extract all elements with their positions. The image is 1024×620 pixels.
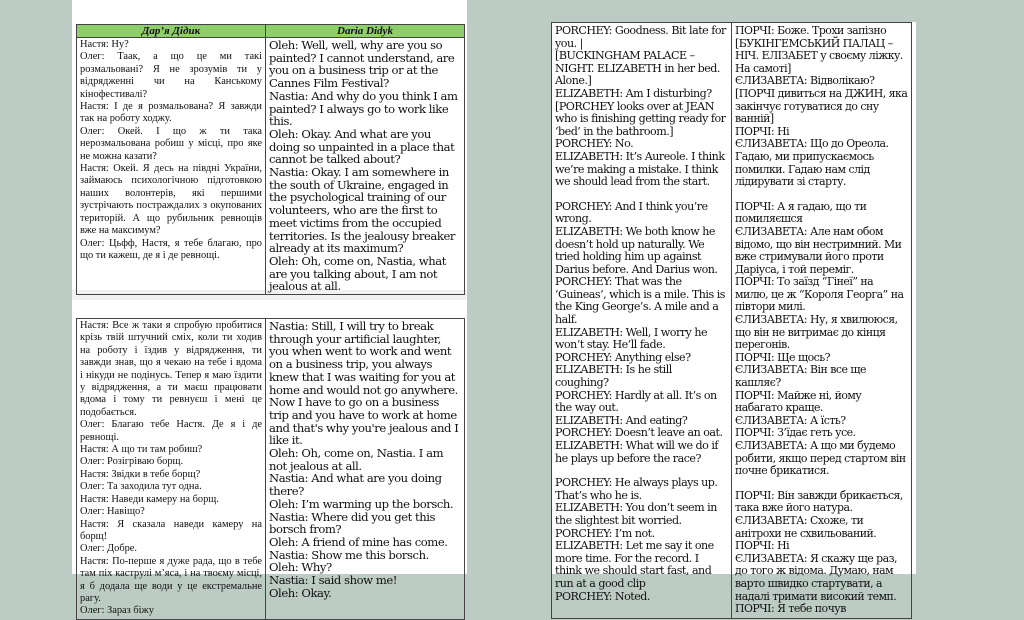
en-line: PORCHEY: And I think you’re wrong. xyxy=(555,199,711,226)
en-line: ELIZABETH: Am I disturbing? xyxy=(555,86,712,100)
en-line: Nastia: Okay. I am somewhere in the south of Ukraine, engaged in the psychological training of our volunteers, who are the first to meet victims from the occupied territories. Is the jealousy breaker already at its maximum? xyxy=(269,165,459,256)
en-line: PORCHEY: Goodness. Bit late for you. | xyxy=(555,24,729,50)
en-line: Nastia: I said show me! xyxy=(269,573,397,588)
en-line: Oleh: Why? xyxy=(269,560,332,575)
ua-line: ПОРЧІ: Боже. Трохи запізно xyxy=(735,24,887,37)
english-column xyxy=(552,23,732,619)
ua-line: ЄЛИЗАВЕТА: Ну, я хвилююся, що він не витримає до кінця перегонів. xyxy=(735,313,901,352)
english-column xyxy=(266,319,465,620)
en-line: PORCHEY: Hardly at all. It’s on the way out. xyxy=(555,388,720,415)
ukrainian-column xyxy=(77,319,266,620)
header-ukrainian: Дар’я Дідик xyxy=(77,25,266,38)
ua-line: Настя: Звідки в тебе борщ? xyxy=(80,468,201,480)
ua-line: ПОРЧІ: А я гадаю, що ти помиляєшся xyxy=(735,199,870,226)
en-line: ELIZABETH: And eating? xyxy=(555,413,688,427)
en-line: Oleh: Okay. And what are you doing so unpainted in a place that cannot be talked about? xyxy=(269,126,458,167)
ua-line: ЄЛИЗАВЕТА: Я скажу ще раз, до того ж відома. Думаю, нам варто швидко стартувати, а надалі тримати високий темп. xyxy=(735,551,900,603)
ua-line: [ПОРЧІ дивиться на ДЖИН, яка закінчує готуватися до сну ванній] xyxy=(735,86,911,126)
en-line: PORCHEY: He always plays up. That’s who he is. xyxy=(555,476,721,502)
en-line: PORCHEY: That was the ‘Guineas’, which is a mile. This is the King George’s. A mile and a half. xyxy=(555,275,728,327)
ukrainian-column xyxy=(77,38,266,295)
ua-line: Настя: Наведи камеру на борщ. xyxy=(80,493,219,505)
ua-line: ПОРЧІ: Майже ні, йому набагато краще. xyxy=(735,388,865,415)
english-column xyxy=(266,38,465,295)
en-line: ELIZABETH: Is he still coughing? xyxy=(555,363,675,390)
ua-line: ЄЛИЗАВЕТА: Він все ще кашляє? xyxy=(735,363,869,390)
ua-line: [БУКІНГЕМСЬКИЙ ПАЛАЦ – НІЧ. ЕЛІЗАБЕТ у своєму ліжку. На самоті] xyxy=(735,36,906,75)
en-line: PORCHEY: Doesn’t leave an oat. xyxy=(555,426,723,440)
ua-line: ПОРЧІ: То заїзд “Гінеї” на милю, це ж “Короля Георга” на півтори милі. xyxy=(735,275,907,314)
header-english: Daria Didyk xyxy=(266,25,465,38)
ua-line: ПОРЧІ: Ні xyxy=(735,539,790,553)
en-line: [PORCHEY looks over at JEAN who is finishing getting ready for ‘bed’ in the bathroom.] xyxy=(555,99,729,138)
ua-line: ЄЛИЗАВЕТА: А що ми будемо робити, якщо перед стартом він почне брикатися. xyxy=(735,439,909,478)
block-gap xyxy=(735,189,908,201)
ua-line: ЄЛИЗАВЕТА: Що до Ореола. Гадаю, ми припускаємось помилки. Гадаю нам слід лідирувати зі старту. xyxy=(735,137,892,189)
left-document-page xyxy=(72,0,467,617)
translation-table-2 xyxy=(76,318,465,620)
right-document-page xyxy=(551,22,916,616)
en-line: PORCHEY: Noted. xyxy=(555,589,650,603)
en-line: ELIZABETH: Let me say it one more time. For the record. I think we should start fast, and run at a good clip xyxy=(555,539,717,590)
en-line: Oleh: Oh, come on, Nastia, what are you talking about, I am not jealous at all. xyxy=(269,253,450,294)
ua-line: Олег: Навіщо? xyxy=(80,506,145,518)
ua-line: Настя: Все ж таки я спробую пробитися крізь твій штучний сміх, коли ти ходив на роботу і їздив у відрядження, ти завжди знав, що я чекаю на тебе і вдома і нікуди не подінусь. Тепер я маю їздити у відрядження, а ти маєш працювати вдома і тому ти ревнуєш і мені це подобається. xyxy=(80,320,265,418)
en-line: PORCHEY: I’m not. xyxy=(555,526,655,540)
block-gap xyxy=(555,189,728,201)
ua-line: Настя: І де я розмальована? Я завжди так на роботу ходжу. xyxy=(80,101,265,125)
ua-line: Настя: Окей. Я десь на півдні України, займаюсь психологічною підготовкою наших волонтерів, які першими зустрічають постраждалих з окупованих територій. А що рубильник ревнощів вже на максимум? xyxy=(80,163,265,237)
ua-line: ЄЛИЗАВЕТА: Але нам обом відомо, що він нестримний. Ми вже стримували його проти Даріуса, і той переміг. xyxy=(735,224,905,276)
en-line: ELIZABETH: What will we do if he plays up before the race? xyxy=(555,439,722,465)
en-line: ELIZABETH: You don’t seem in the slightest bit worried. xyxy=(555,501,720,527)
en-line: [BUCKINGHAM PALACE – NIGHT. ELIZABETH in her bed. Alone.] xyxy=(555,49,723,88)
ua-line: Олег: Окей. І що ж ти така нерозмальована робиш у місці, про яке не можна казати? xyxy=(80,125,265,162)
en-line: Nastia: Where did you get this borsch from? xyxy=(269,509,439,537)
en-line: ELIZABETH: It’s Aureole. I think we’re making a mistake. I think we should lead from the start. xyxy=(555,149,728,189)
ua-line: Настя: Ну? xyxy=(80,39,129,50)
en-line: Oleh: I’m warming up the borsch. xyxy=(269,496,454,511)
ua-line: ПОРЧІ: Він завжди брикається, така вже його натура. xyxy=(735,488,906,515)
ua-line: Олег: Зараз біжу xyxy=(80,605,154,617)
ua-line: Олег: Та заходила тут одна. xyxy=(80,481,202,493)
en-line: ELIZABETH: We both know he doesn’t hold up naturally. We tried holding him up against Darius before. And Darius won. xyxy=(555,224,718,276)
ua-line: ПОРЧІ: Ні xyxy=(735,124,790,138)
block-gap xyxy=(735,478,908,490)
ua-line: Настя: Я сказала наведи камеру на борщ! xyxy=(80,518,265,542)
en-line: Oleh: A friend of mine has come. xyxy=(269,534,448,549)
en-line: Oleh: Okay. xyxy=(269,585,332,600)
en-line: Oleh: Oh, come on, Nastia. I am not jealous at all. xyxy=(269,446,447,473)
ua-line: Олег: Розігріваю борщ. xyxy=(80,456,184,468)
en-line: Oleh: Well, well, why are you so painted? I cannot understand, are you on a business trip or at the Cannes Film Festival? xyxy=(269,38,458,91)
ukrainian-column xyxy=(732,23,912,619)
en-line: PORCHEY: Anything else? xyxy=(555,350,691,364)
screenplay-translation-table xyxy=(551,22,912,619)
ua-line: Олег: Добре. xyxy=(80,543,138,555)
translation-table-1 xyxy=(76,24,465,295)
ua-line: Олег: Таак, а що це ми такі розмальовані? Я не зрозумів ти у відрядженні чи на Канському кінофестивалі? xyxy=(80,51,265,100)
en-line: Nastia: And why do you think I am painted? I always go to work like this. xyxy=(269,88,461,129)
ua-line: ЄЛИЗАВЕТА: Відволікаю? xyxy=(735,74,875,88)
ua-line: ЄЛИЗАВЕТА: А їсть? xyxy=(735,413,846,427)
ua-line: ПОРЧІ: З’їдає геть усе. xyxy=(735,426,856,440)
ua-line: Настя: А що ти там робиш? xyxy=(80,444,203,456)
ua-line: Олег: Благаю тебе Настя. Де я і де ревнощі. xyxy=(80,419,265,443)
en-line: Nastia: Still, I will try to break through your artificial laughter, you when went to work and went on a business trip, you always knew that I was waiting for you at home and would not go anywhere. Now I have to go on a business trip and you have to work at home and that's why you're jealous and I like it. xyxy=(269,319,462,448)
en-line: PORCHEY: No. xyxy=(555,137,634,151)
ua-line: Олег: Цьфф, Настя, я тебе благаю, про що ти кажеш, де я і де ревнощі. xyxy=(80,237,265,261)
ua-line: ПОРЧІ: Ще щось? xyxy=(735,350,830,364)
en-line: ELIZABETH: Well, I worry he won’t stay. He’ll fade. xyxy=(555,325,711,352)
en-line: Nastia: And what are you doing there? xyxy=(269,471,445,499)
ua-line: ЄЛИЗАВЕТА: Схоже, ти анітрохи не схвильований. xyxy=(735,513,877,540)
ua-line: ПОРЧІ: Я тебе почув xyxy=(735,602,846,616)
ua-line: Настя: По-перше я дуже рада, що в тебе там піх каструлі м’яса, і на твоєму місці, я б додала ще води у це екстремальне рагу. xyxy=(80,555,265,604)
en-line: Nastia: Show me this borsch. xyxy=(269,547,429,562)
